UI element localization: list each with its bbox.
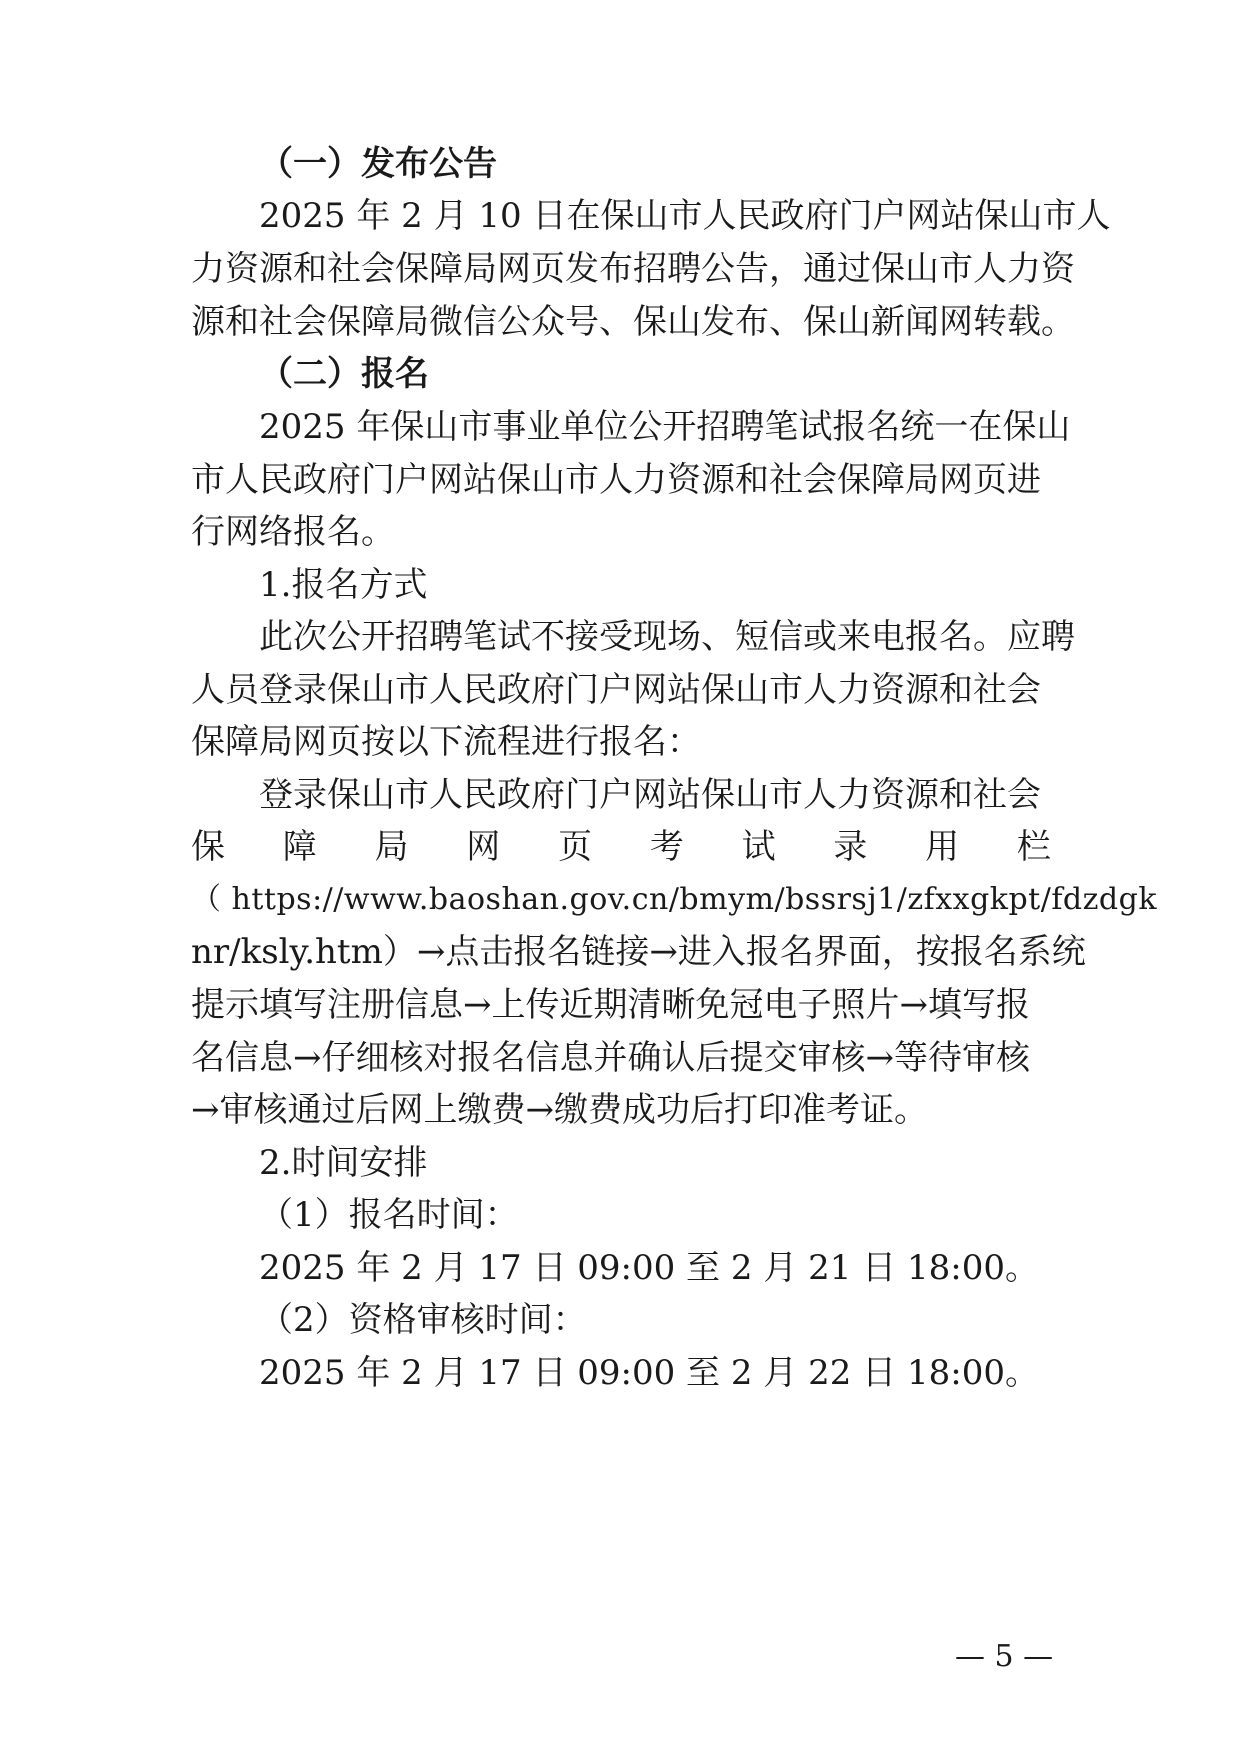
schedule-label-2: （2）资格审核时间： [259,1300,587,1340]
method-line-2: 人员登录保山市人民政府门户网站保山市人力资源和社会 [191,670,1041,710]
process-spread-line [191,818,1051,876]
spread-char: 用 [925,827,960,867]
section1-heading: （一）发布公告 [259,144,497,184]
spread-char: 网 [466,827,501,867]
section2-heading: （二）报名 [259,354,429,394]
section1-line-1: 2025 年 2 月 10 日在保山市人民政府门户网站保山市人 [259,196,1111,236]
process-line-5: 名信息→仔细核对报名信息并确认后提交审核→等待审核 [191,1038,1030,1078]
method-line-3: 保障局网页按以下流程进行报名： [191,722,701,762]
process-line-6: →审核通过后网上缴费→缴费成功后打印准考证。 [191,1090,928,1130]
section2-intro-line-3: 行网络报名。 [191,512,395,552]
schedule-value-2: 2025 年 2 月 17 日 09:00 至 2 月 22 日 18:00。 [259,1353,1039,1393]
spread-char: 录 [833,827,868,867]
page-number: — 5 — [955,1639,1054,1674]
schedule-heading: 2.时间安排 [259,1143,428,1183]
spread-char: 栏 [1016,827,1051,867]
schedule-label-1: （1）报名时间： [259,1195,519,1235]
spread-char: 保 [191,827,225,867]
process-line-4: 提示填写注册信息→上传近期清晰免冠电子照片→填写报 [191,985,1030,1025]
schedule-value-1: 2025 年 2 月 17 日 09:00 至 2 月 21 日 18:00。 [259,1248,1039,1288]
section1-line-2: 力资源和社会保障局网页发布招聘公告，通过保山市人力资 [191,249,1075,289]
section2-intro-line-1: 2025 年保山市事业单位公开招聘笔试报名统一在保山 [259,407,1071,447]
method-line-1: 此次公开招聘笔试不接受现场、短信或来电报名。应聘 [259,617,1075,657]
spread-char: 页 [558,827,593,867]
spread-char: 试 [741,827,776,867]
section1-line-3: 源和社会保障局微信公众号、保山发布、保山新闻网转载。 [191,302,1075,342]
spread-char: 障 [282,827,317,867]
process-url-line: （ https://www.baoshan.gov.cn/bmym/bssrsj1/zfxxgkpt/fdzdgk [191,882,1158,917]
spread-char: 局 [374,827,409,867]
process-line-1: 登录保山市人民政府门户网站保山市人力资源和社会 [259,775,1041,815]
method-heading: 1.报名方式 [259,565,428,605]
process-line-3: nr/ksly.htm）→点击报名链接→进入报名界面，按报名系统 [191,932,1086,972]
section2-intro-line-2: 市人民政府门户网站保山市人力资源和社会保障局网页进 [191,460,1041,500]
spread-char: 考 [649,827,684,867]
